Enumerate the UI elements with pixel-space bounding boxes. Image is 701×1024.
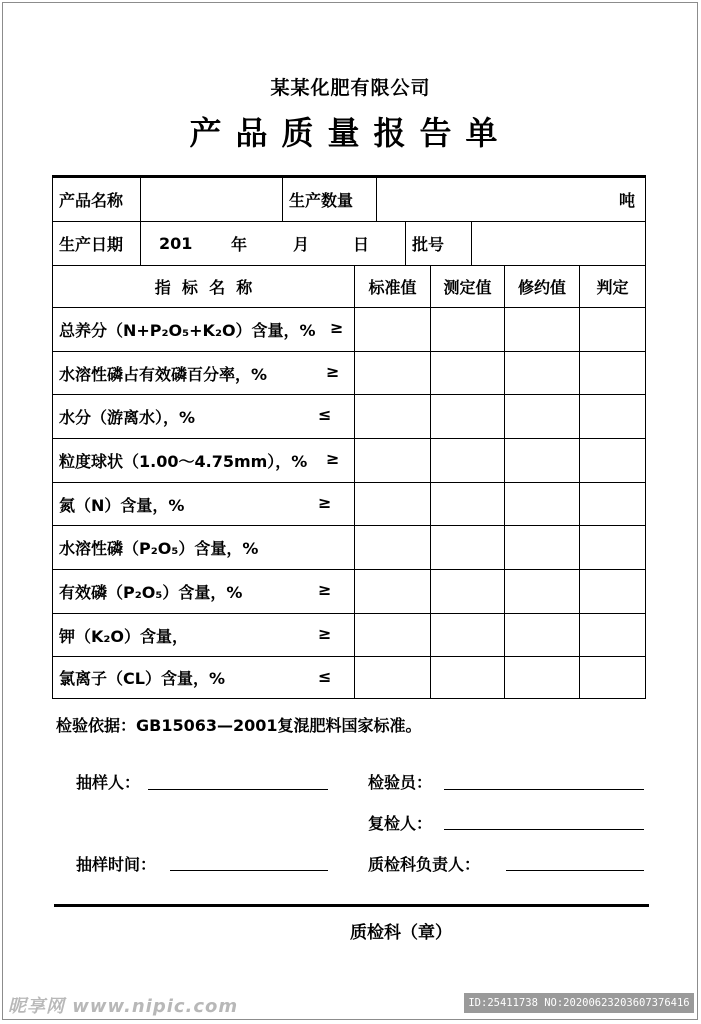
rechecker-label: 复检人： [368, 814, 433, 833]
sampler-signature-line[interactable] [148, 789, 328, 790]
measured-value-cell[interactable] [430, 525, 505, 570]
rounded-value-cell[interactable] [504, 482, 580, 526]
standard-value-cell[interactable] [354, 656, 431, 699]
date-label: 生产日期 [52, 221, 141, 266]
company-name: 某某化肥有限公司 [270, 77, 431, 99]
quantity-unit: 吨 [618, 191, 635, 210]
col-standard-value: 标准值 [354, 265, 431, 308]
rechecker-signature-line[interactable] [444, 829, 644, 830]
row-label: 水分（游离水），% [52, 394, 355, 439]
row-label: 水溶性磷占有效磷百分率，% [52, 351, 355, 395]
standard-value-cell[interactable] [354, 613, 431, 657]
row-comparison-symbol: ≥ [318, 624, 332, 643]
sample-time-line[interactable] [170, 870, 328, 871]
judgement-cell[interactable] [579, 482, 646, 526]
row-comparison-symbol: ≥ [318, 493, 332, 512]
sample-time-label: 抽样时间： [76, 855, 157, 874]
inspection-basis: 检验依据：GB15063—2001复混肥料国家标准。 [56, 716, 422, 735]
rounded-value-cell[interactable] [504, 307, 580, 352]
row-comparison-symbol: ≤ [318, 667, 332, 686]
row-label: 水溶性磷（P₂O₅）含量，% [52, 525, 355, 570]
date-field[interactable] [140, 221, 406, 266]
product-name-field[interactable] [140, 177, 283, 222]
standard-value-cell[interactable] [354, 351, 431, 395]
date-year-unit: 年 [231, 235, 248, 254]
standard-value-cell[interactable] [354, 394, 431, 439]
quantity-field[interactable] [376, 177, 646, 222]
rounded-value-cell[interactable] [504, 351, 580, 395]
measured-value-cell[interactable] [430, 569, 505, 614]
rounded-value-cell[interactable] [504, 394, 580, 439]
measured-value-cell[interactable] [430, 482, 505, 526]
measured-value-cell[interactable] [430, 394, 505, 439]
sampler-label: 抽样人： [76, 773, 141, 792]
watermark-logo: 昵享网 www.nipic.com [8, 996, 239, 1017]
judgement-cell[interactable] [579, 613, 646, 657]
row-label: 粒度球状（1.00～4.75mm），% [52, 438, 355, 483]
inspector-signature-line[interactable] [444, 789, 644, 790]
row-label: 钾（K₂O）含量， [52, 613, 355, 657]
rounded-value-cell[interactable] [504, 525, 580, 570]
col-judgement: 判定 [579, 265, 646, 308]
rounded-value-cell[interactable] [504, 569, 580, 614]
judgement-cell[interactable] [579, 656, 646, 699]
qc-head-signature-line[interactable] [506, 870, 644, 871]
standard-value-cell[interactable] [354, 482, 431, 526]
rounded-value-cell[interactable] [504, 613, 580, 657]
col-rounded-value: 修约值 [504, 265, 580, 308]
date-day-unit: 日 [353, 235, 370, 254]
measured-value-cell[interactable] [430, 307, 505, 352]
rounded-value-cell[interactable] [504, 438, 580, 483]
row-comparison-symbol: ≥ [326, 449, 340, 468]
col-indicator-name: 指 标 名 称 [52, 265, 355, 308]
judgement-cell[interactable] [579, 351, 646, 395]
document-title: 产品质量报告单 [189, 114, 512, 152]
standard-value-cell[interactable] [354, 438, 431, 483]
footer-rule [54, 904, 649, 907]
measured-value-cell[interactable] [430, 438, 505, 483]
product-name-label: 产品名称 [52, 177, 141, 222]
judgement-cell[interactable] [579, 438, 646, 483]
standard-value-cell[interactable] [354, 307, 431, 352]
row-label: 总养分（N+P₂O₅+K₂O）含量，% [52, 307, 355, 352]
row-comparison-symbol: ≥ [330, 318, 344, 337]
row-comparison-symbol: ≥ [318, 580, 332, 599]
standard-value-cell[interactable] [354, 525, 431, 570]
qc-head-label: 质检科负责人： [368, 855, 481, 874]
date-month-unit: 月 [293, 235, 310, 254]
measured-value-cell[interactable] [430, 351, 505, 395]
col-measured-value: 测定值 [430, 265, 505, 308]
batch-label: 批号 [405, 221, 472, 266]
judgement-cell[interactable] [579, 307, 646, 352]
judgement-cell[interactable] [579, 394, 646, 439]
row-label: 氯离子（CL）含量，% [52, 656, 355, 699]
measured-value-cell[interactable] [430, 613, 505, 657]
inspector-label: 检验员： [368, 773, 433, 792]
date-year: 201 [159, 234, 193, 253]
row-comparison-symbol: ≤ [318, 405, 332, 424]
standard-value-cell[interactable] [354, 569, 431, 614]
row-comparison-symbol: ≥ [326, 362, 340, 381]
row-label: 有效磷（P₂O₅）含量，% [52, 569, 355, 614]
rounded-value-cell[interactable] [504, 656, 580, 699]
quantity-label: 生产数量 [282, 177, 377, 222]
row-label: 氮（N）含量，% [52, 482, 355, 526]
watermark-id: ID:25411738 NO:20200623203607376416 [464, 993, 694, 1013]
measured-value-cell[interactable] [430, 656, 505, 699]
judgement-cell[interactable] [579, 569, 646, 614]
batch-field[interactable] [471, 221, 646, 266]
judgement-cell[interactable] [579, 525, 646, 570]
qc-department-stamp: 质检科（章） [350, 923, 452, 943]
